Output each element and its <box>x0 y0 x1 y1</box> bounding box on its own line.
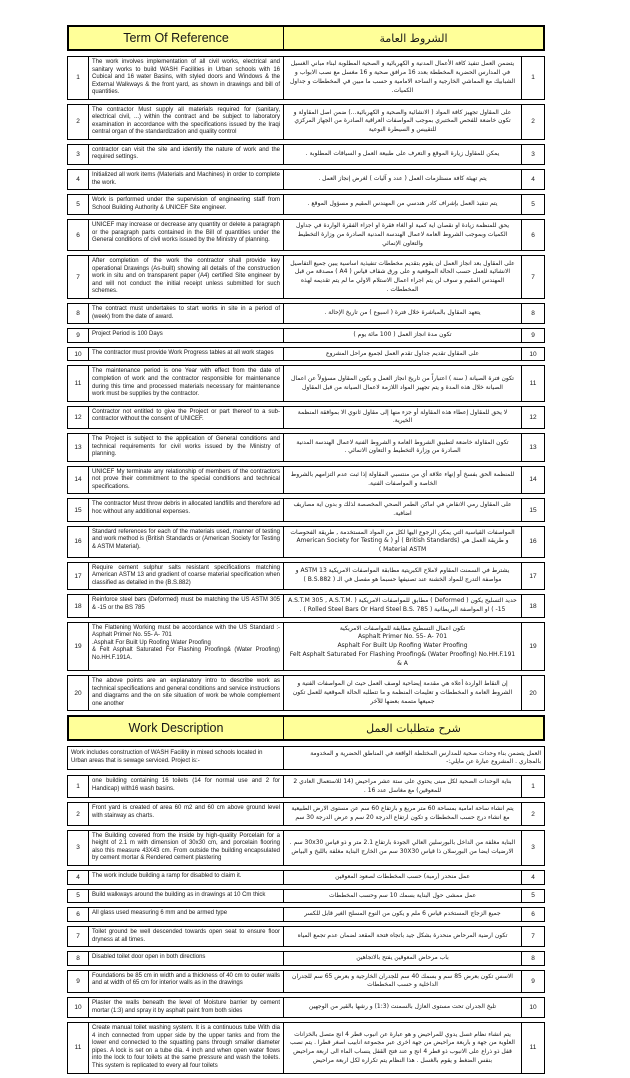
term-of-reference-arabic-text: للمنظمة الحق بفسخ أو إنهاء علاقة أي من منتسبي المقاولة إذا ثبت عدم التزامهم بالشروط الخاصة و المواصفات الفنية. <box>284 467 522 494</box>
term-of-reference-arabic-text: على المقاول تجهيز كافة المواد ( الانشائية والصحية و الكهربائية...) ضمن اصل المقاولة و تكون خاضعة للفحص المختبري بموجب المواصفات العراقية الصادرة من الجهاز المركزي للتقييس و السيطرة النوعية <box>284 105 522 139</box>
work-description-row-number-right: 4 <box>531 873 535 881</box>
term-of-reference-english-text: The contractor Must throw debris in allocated landfills and therefore ad hoc without any additional expenses. <box>88 499 284 520</box>
work-description-row-number-right: 9 <box>531 977 535 985</box>
work-description-english-text: The Building covered from the inside by high-quality Porcelain for a height of 2.1 m with dimension of 30x30 cm, and porcelain flooring also this measure 43X43 cm. From outside the building encapsulated by cement mortar & Rendered cement plastering <box>88 831 284 865</box>
work-description-row-number-right: 5 <box>531 892 535 900</box>
work-intro-arabic-text: العمل يتضمن بناء وحدات صحية للمدارس المختلطة الواقعة في المناطق الحضرية و المخدومة بالمجاري . المشروع عبارة عن مايلي:- <box>310 750 541 766</box>
term-of-reference-row <box>67 466 545 495</box>
term-of-reference-row-number-right: 13 <box>529 443 537 451</box>
term-of-reference-arabic-text: إن النقاط الواردة أعلاه هي مقدمة إيضاحية لوصف العمل حيث ان المواصفات الفنية و الشروط العامة و المخططات و تعليمات المنظمة و ما تتطلبه الحالة الموقعية للعمل تكون جميعها متممة بعضها للآخر <box>284 676 522 710</box>
term-of-reference-arabic-text: يتم تهيئة كافة مستلزمات العمل ( عدد و آليات ) لغرض إنجاز العمل . <box>284 170 522 189</box>
term-of-reference-row <box>67 365 545 401</box>
work-description-english-text: Front yard is created of area 60 m2 and 60 cm above ground level with stairway as charts. <box>88 803 284 824</box>
work-description-english-text: Disabled toilet door open in both directions <box>88 952 284 965</box>
term-of-reference-row-number-left: 7 <box>76 273 80 281</box>
work-description-english-text: Build walkways around the building as in drawings at 10 Cm thick <box>88 890 284 903</box>
work-description-arabic-text: بناية الوحدات الصحية لكل مبنى يحتوي على ستة عشر مراحيض (14 للاستعمال العادي 2 للمعوقين) مع مغاسل عدد 16 . <box>284 776 522 797</box>
work-description-row-number-left: 6 <box>76 911 80 919</box>
work-description-english-text: The work include building a ramp for disabled to claim it. <box>88 871 284 884</box>
term-of-reference-row-number-left: 16 <box>74 538 82 546</box>
term-of-reference-row-number-right: 16 <box>529 538 537 546</box>
term-of-reference-english-text: Standard references for each of the materials used, manner of testing and work method is (British Standards or (American Society for Testing & ASTM Material). <box>88 527 284 557</box>
term-of-reference-english-text: The Project is subject to the application of General conditions and technical requirements for civil works issued by the Ministry of planning. <box>88 434 284 461</box>
work-description-header-row <box>67 715 545 741</box>
work-description-arabic-text: عمل ممشى حول البناية بسمك 10 سم وحسب المخططات <box>284 890 522 903</box>
term-of-reference-english-text: Project Period is 100 Days <box>88 329 284 342</box>
term-of-reference-row-number-left: 18 <box>74 602 82 610</box>
term-of-reference-arabic-text: يمكن للمقاول زيارة الموقع و التعرف على طبيعة العمل و السياقات المطلوبة . <box>284 145 522 164</box>
work-description-arabic-text: يتم انشاء ساحة امامية بمساحة 60 متر مربع و بارتفاع 60 سم عن مستوى الارض الطبيعية مع انشاء درج حسب المخططات و تكون ارتفاع الدرجة 20 سم و عرض الدرجة 30 سم <box>284 803 522 824</box>
terms-header-row <box>67 25 545 51</box>
term-of-reference-row <box>67 169 545 190</box>
term-of-reference-row-number-left: 13 <box>74 443 82 451</box>
work-intro-english-text: Work includes construction of WASH Facility in mixed schools located in Urban areas that is sewage serviced. Project is:- <box>68 747 284 769</box>
terms-rows-container <box>67 56 545 711</box>
work-description-row <box>67 926 545 947</box>
term-of-reference-english-text: Contractor not entitled to give the Project or part thereof to a sub-contractor without the consent of UNICEF. <box>88 407 284 428</box>
term-of-reference-english-text: The contractor Must supply all materials required for (sanitary, electrical civil, ...) within the contract and be subject to laboratory examination in accordance with the specifications issued by the Iraqi central organ of the standardization and quality control <box>88 105 284 139</box>
term-of-reference-arabic-text: تكون اعمال التسطيح مطابقة للمواصفات الامريكية Asphalt Primer No. 55- A- 701 Asphalt For Built Up Roofing Water Proofing Felt Asphalt Saturated For Flashing Proofing& (Water Proofing) No.HH.F.191 A & <box>284 623 522 670</box>
work-description-row <box>67 997 545 1018</box>
term-of-reference-arabic-text: على المقاول تقديم جداول تقدم العمل لجميع مراحل المشروع <box>284 348 522 361</box>
term-of-reference-row-number-right: 2 <box>531 118 535 126</box>
term-of-reference-row-number-left: 17 <box>74 572 82 580</box>
work-description-row-number-right: 8 <box>531 954 535 962</box>
work-description-row-number-left: 2 <box>76 810 80 818</box>
term-of-reference-arabic-text: يشترط في السمنت المقاوم لاملاح الكبريتية مطابقة المواصفات الامريكية ASTM 13 و مواصفة التدرج للمواد الخشنة عند تصنيفها حسبما هو مفصل في الـ ( B.S.882 ) <box>284 563 522 590</box>
work-description-row <box>67 775 545 798</box>
term-of-reference-english-text: The contract must undertakes to start works in site in a period of (week) from the date of award. <box>88 304 284 323</box>
term-of-reference-arabic-text: على المقاول بعد انجاز العمل ان يقوم بتقديم مخططات تنفيذية اساسية يبين جميع التفاصيل الانشائية للعمل حسب الحالة الموقعية و على ورق شفاف قياس ( A4 ) مصدقة من قبل المهندس المقيم و سوف لن يتم اجراء اعمال الاستلام الاولي ما لم يتم تقديمه لهذه المخططات . <box>284 256 522 298</box>
work-description-row <box>67 870 545 885</box>
term-of-reference-row-number-right: 11 <box>529 380 537 388</box>
work-description-arabic-text: تلبخ الجدران تحت مستوى العازل بالسمنت (1:3) و رشها بالقير من الوجهين <box>284 998 522 1017</box>
term-of-reference-row-number-right: 20 <box>529 689 537 697</box>
term-of-reference-row <box>67 194 545 215</box>
work-description-arabic-text: باب مرحاض المعوقين يفتح بالاتجاهين <box>284 952 522 965</box>
term-of-reference-arabic-text: يتضمن العمل تنفيذ كافة الأعمال المدنية و الكهربائية و الصحية المطلوبة لبناء مباني الغسيل في المدارس الحضرية المخططة بعدد 16 مرافق صحية و 16 مغسل مع نصب الابواب و الشبابيك مع المماشي الخارجية و الساحة الامامية و حسب ما مبين في المخططات و جداول الكميات. <box>284 57 522 99</box>
term-of-reference-row-number-left: 8 <box>76 310 80 318</box>
term-of-reference-row-number-right: 5 <box>531 201 535 209</box>
term-of-reference-row-number-right: 10 <box>529 350 537 358</box>
term-of-reference-english-text: The contractor must provide Work Progress tables at all work stages <box>88 348 284 361</box>
term-of-reference-arabic-text: حديد التسليح يكون ( Deformed ) مطابق للمواصفات الامريكية ( A.S.T.M 305 , A.S.T.M. -15 ) او المواصفة البريطانية ( Rolled Steel Bars Or Hard Steel B.S. 785 ) . <box>284 595 522 616</box>
term-of-reference-row-number-right: 17 <box>529 572 537 580</box>
work-description-row <box>67 970 545 993</box>
term-of-reference-row <box>67 526 545 558</box>
term-of-reference-row <box>67 303 545 324</box>
term-of-reference-row <box>67 594 545 617</box>
work-description-english-text: one building containing 16 toilets (14 for normal use and 2 for Handicap) with16 wash basins. <box>88 776 284 797</box>
term-of-reference-row-number-left: 5 <box>76 201 80 209</box>
work-description-row-number-right: 1 <box>531 783 535 791</box>
work-description-row-number-right: 6 <box>531 911 535 919</box>
work-description-arabic-text: يتم انشاء نظام غسل يدوي للمراحيض و هو عبارة عن انبوب قطر 4 انج متصل بالخزانات العلوية من جهة و باربعة مراحيض من جهة اخرى عبر مجموعة انابيب اصغر قطرا . يتم نصب قفل ذو ذراع على الانبوب ذو قطر 4 انج و عند فتح القفل ينساب الماء الى اربعة مراحيض بنفس الضغط و يقوم بالغسل . هذا النظام يتم تكراره لكل اربعة مراحيض <box>284 1023 522 1072</box>
work-description-header-english-title: Work Description <box>69 717 284 739</box>
term-of-reference-row-number-left: 1 <box>76 74 80 82</box>
term-of-reference-english-text: The work involves implementation of all civil works, electrical and sanitary works to build WASH Facilities in Urban schools with 16 Cubical and 16 water Basins, with styled doors and Windows & the External Walkways & the front yard, as shown in drawings and bill of quantities. <box>88 57 284 99</box>
work-description-row <box>67 802 545 825</box>
term-of-reference-row-number-left: 2 <box>76 118 80 126</box>
term-of-reference-row <box>67 562 545 591</box>
work-description-row-number-left: 1 <box>76 783 80 791</box>
work-description-row <box>67 1022 545 1073</box>
term-of-reference-row-number-right: 6 <box>531 231 535 239</box>
term-of-reference-row <box>67 328 545 343</box>
work-description-arabic-text: تكون ارضية المرحاض منحدرة بشكل جيد باتجاه فتحة المقعد لضمان عدم تجمع المياه <box>284 927 522 946</box>
term-of-reference-row-number-right: 12 <box>529 413 537 421</box>
work-description-english-text: Toilet ground be well descended towards open seat to ensure floor dryness at all times. <box>88 927 284 946</box>
term-of-reference-arabic-text: يحق للمنظمة زيادة او نقصان اية كمية او الغاء فقرة او اجزاء الفقرة الواردة في جداول الكميات وبموجب الشروط العامة لاعمال الهندسة المدنية الصادرة من وزارة التخطيط والتعاون الإنمائي <box>284 220 522 250</box>
contract-document-table <box>67 25 545 1078</box>
term-of-reference-english-text: The Flattening Working must be accordance with the US Standard :- Asphalt Primer No. 55- A- 701 .Asphalt For Built Up Roofing Water Proofing & Felt Asphalt Saturated For Flashing Proofing& (Water Proofing) No.HH.F.191A. <box>88 623 284 670</box>
term-of-reference-row <box>67 675 545 711</box>
term-of-reference-row-number-right: 19 <box>529 642 537 650</box>
work-description-row-number-right: 10 <box>529 1004 537 1012</box>
term-of-reference-english-text: UNICEF My terminate any relationship of members of the contractors not prove their commitment to the special conditions and technical specifications. <box>88 467 284 494</box>
work-description-english-text: Plaster the walls beneath the level of Moisture barrier by cement mortar (1:3) and spray it by asphalt paint from both sides <box>88 998 284 1017</box>
term-of-reference-row <box>67 255 545 299</box>
term-of-reference-row-number-left: 6 <box>76 231 80 239</box>
work-description-row-number-left: 8 <box>76 954 80 962</box>
work-description-row <box>67 889 545 904</box>
term-of-reference-arabic-text: تكون المقاولة خاضعة لتطبيق الشروط العامة و الشروط الفنية لاعمال الهندسة المدنية الصادرة من وزارة التخطيط و التعاون الانمائي . <box>284 434 522 461</box>
term-of-reference-row <box>67 144 545 165</box>
work-description-row-number-left: 10 <box>74 1004 82 1012</box>
term-of-reference-arabic-text: على المقاول رمي الانقاض في اماكن الطمر الصحي المخصصة لذلك و بدون اية مصاريف اضافية. <box>284 499 522 520</box>
term-of-reference-row-number-left: 11 <box>74 380 82 388</box>
term-of-reference-row-number-right: 7 <box>531 273 535 281</box>
term-of-reference-row-number-right: 18 <box>529 602 537 610</box>
terms-header-arabic-title: الشروط العامة <box>379 31 448 45</box>
work-description-arabic-text: الاسس تكون بعرض 85 سم و بسمك 40 سم للجدران الخارجية و بعرض 65 سم للجدران الداخلية و حسب المخططات <box>284 971 522 992</box>
work-description-row-number-left: 7 <box>76 933 80 941</box>
work-description-arabic-text: عمل منحدر (رمبة) حسب المخططات لصعود المعوقين <box>284 871 522 884</box>
term-of-reference-row <box>67 347 545 362</box>
work-description-row <box>67 907 545 922</box>
terms-header-english-title: Term Of Reference <box>69 27 284 49</box>
work-description-english-text: All glass used measuring 6 mm and be armed type <box>88 908 284 921</box>
term-of-reference-row <box>67 622 545 671</box>
term-of-reference-row-number-right: 1 <box>531 74 535 82</box>
term-of-reference-row <box>67 56 545 100</box>
work-description-row-number-left: 5 <box>76 892 80 900</box>
term-of-reference-arabic-text: لا يحق للمقاول إعطاء هذه المقاولة أو جزء منها إلى مقاول ثانوي الا بموافقة المنظمة الخيرية. <box>284 407 522 428</box>
term-of-reference-english-text: Initialized all work items (Materials and Machines) in order to complete the work. <box>88 170 284 189</box>
work-description-english-text: Foundations be 85 cm in width and a thickness of 40 cm to outer walls and at width of 65 cm for interior walls as in the drawings <box>88 971 284 992</box>
term-of-reference-arabic-text: تكون مدة انجاز العمل ( 100 مائة يوم ) <box>284 329 522 342</box>
term-of-reference-row-number-left: 19 <box>74 642 82 650</box>
term-of-reference-english-text: Reinforce steel bars (Deformed) must be matching the US ASTM 305 & -15 or the BS 785 <box>88 595 284 616</box>
term-of-reference-row-number-left: 12 <box>74 413 82 421</box>
term-of-reference-english-text: contractor can visit the site and identify the nature of work and the required settings. <box>88 145 284 164</box>
work-description-arabic-text: البناية مغلفة من الداخل بالبورسلين العالي الجودة بارتفاع 2.1 متر و ذو قياس 30x30 سم . الارضيات ايضا من البورسلان ذا قياس 30X30 سم من الخارج البناية مغلفة باللبخ و البياض <box>284 831 522 865</box>
term-of-reference-row-number-right: 15 <box>529 506 537 514</box>
term-of-reference-row-number-left: 3 <box>76 150 80 158</box>
term-of-reference-row <box>67 406 545 429</box>
work-description-english-text: Create manual toilet washing system. It is a continuous tube With dia 4 inch connected from upper side by the upper tanks and from the lower end connected to the squatting pans through smaller diameter pipes. A lock is set on a tube dia. 4 inch and when open water flows into the lock to four toilets at the same pressure and wash the toilets. This system is replicated to every all four toilets <box>88 1023 284 1072</box>
term-of-reference-english-text: Work is performed under the supervision of engineering staff from School Building Authority & UNICEF Site engineer. <box>88 195 284 214</box>
term-of-reference-row-number-left: 4 <box>76 176 80 184</box>
work-description-row-number-right: 11 <box>529 1044 537 1052</box>
term-of-reference-row-number-left: 15 <box>74 506 82 514</box>
term-of-reference-english-text: The above points are an explanatory intro to describe work as technical specifications and general conditions and service instructions and diagrams and the on site situation of work be whole complement one another <box>88 676 284 710</box>
term-of-reference-row-number-left: 14 <box>74 476 82 484</box>
work-description-rows-container <box>67 775 545 1074</box>
work-description-intro-row <box>67 746 545 770</box>
work-description-row-number-left: 11 <box>74 1044 82 1052</box>
term-of-reference-row-number-left: 20 <box>74 689 82 697</box>
term-of-reference-row-number-left: 9 <box>76 331 80 339</box>
term-of-reference-arabic-text: يتعهد المقاول بالمباشرة خلال فترة ( اسبوع ) من تاريخ الإحالة . <box>284 304 522 323</box>
term-of-reference-row <box>67 433 545 462</box>
term-of-reference-english-text: The maintenance period is one Year with effect from the date of completion of work and the contractor responsible for maintenance during this time and processed materials necessary for maintenance work must be supplies by the contractor. <box>88 366 284 400</box>
work-description-row-number-right: 2 <box>531 810 535 818</box>
term-of-reference-row-number-right: 4 <box>531 176 535 184</box>
term-of-reference-english-text: UNICEF may increase or decrease any quantity or delete a paragraph or the paragraph parts contained in the Bill of quantities under the General conditions of civil works issued by the Ministry of planning. <box>88 220 284 250</box>
term-of-reference-arabic-text: تكون فترة الصيانة ( سنة ) اعتباراً من تاريخ انجاز العمل و يكون المقاول مسؤولاً عن اعمال الصيانة خلال هذه المدة و يتم تجهيز المواد اللازمة لاعمال الصيانة من قبل المقاول <box>284 366 522 400</box>
work-description-row-number-right: 7 <box>531 933 535 941</box>
work-description-row-number-left: 4 <box>76 873 80 881</box>
work-description-row-number-left: 3 <box>76 844 80 852</box>
work-description-row-number-left: 9 <box>76 977 80 985</box>
work-description-row <box>67 951 545 966</box>
term-of-reference-row-number-right: 3 <box>531 150 535 158</box>
term-of-reference-row <box>67 219 545 251</box>
work-description-row-number-right: 3 <box>531 844 535 852</box>
term-of-reference-row-number-right: 14 <box>529 476 537 484</box>
work-description-header-arabic-title: شرح متطلبات العمل <box>366 721 461 735</box>
work-description-row <box>67 830 545 866</box>
work-description-arabic-text: جميع الزجاج المستخدم قياس 6 ملم و يكون من النوع المسلح الغير قابل للكسر <box>284 908 522 921</box>
term-of-reference-english-text: Require cement sulphur salts resistant specifications matching American ASTM 13 and gradient of coarse material specification when classified as detailed in the (B.S.882) <box>88 563 284 590</box>
term-of-reference-arabic-text: يتم تنفيذ العمل بإشراف كادر هندسي من المهندس المقيم و مسؤول الموقع . <box>284 195 522 214</box>
term-of-reference-row-number-right: 8 <box>531 310 535 318</box>
term-of-reference-arabic-text: المواصفات القياسية التي يمكن الرجوع اليها لكل من المواد المستخدمة , طريقة الفحوصات و طريقة العمل هي (British Standards ) أو ( American Society for Testing & Material ASTM ) <box>284 527 522 557</box>
term-of-reference-row <box>67 104 545 140</box>
term-of-reference-row <box>67 498 545 521</box>
term-of-reference-row-number-left: 10 <box>74 350 82 358</box>
term-of-reference-row-number-right: 9 <box>531 331 535 339</box>
term-of-reference-english-text: After completion of the work the contractor shall provide key operational Drawings (As-built) showing all details of the construction work in situ and on transparent paper (A4) certified Site engineer by and will not conduct the initial receipt unless submitted for such schemes. <box>88 256 284 298</box>
